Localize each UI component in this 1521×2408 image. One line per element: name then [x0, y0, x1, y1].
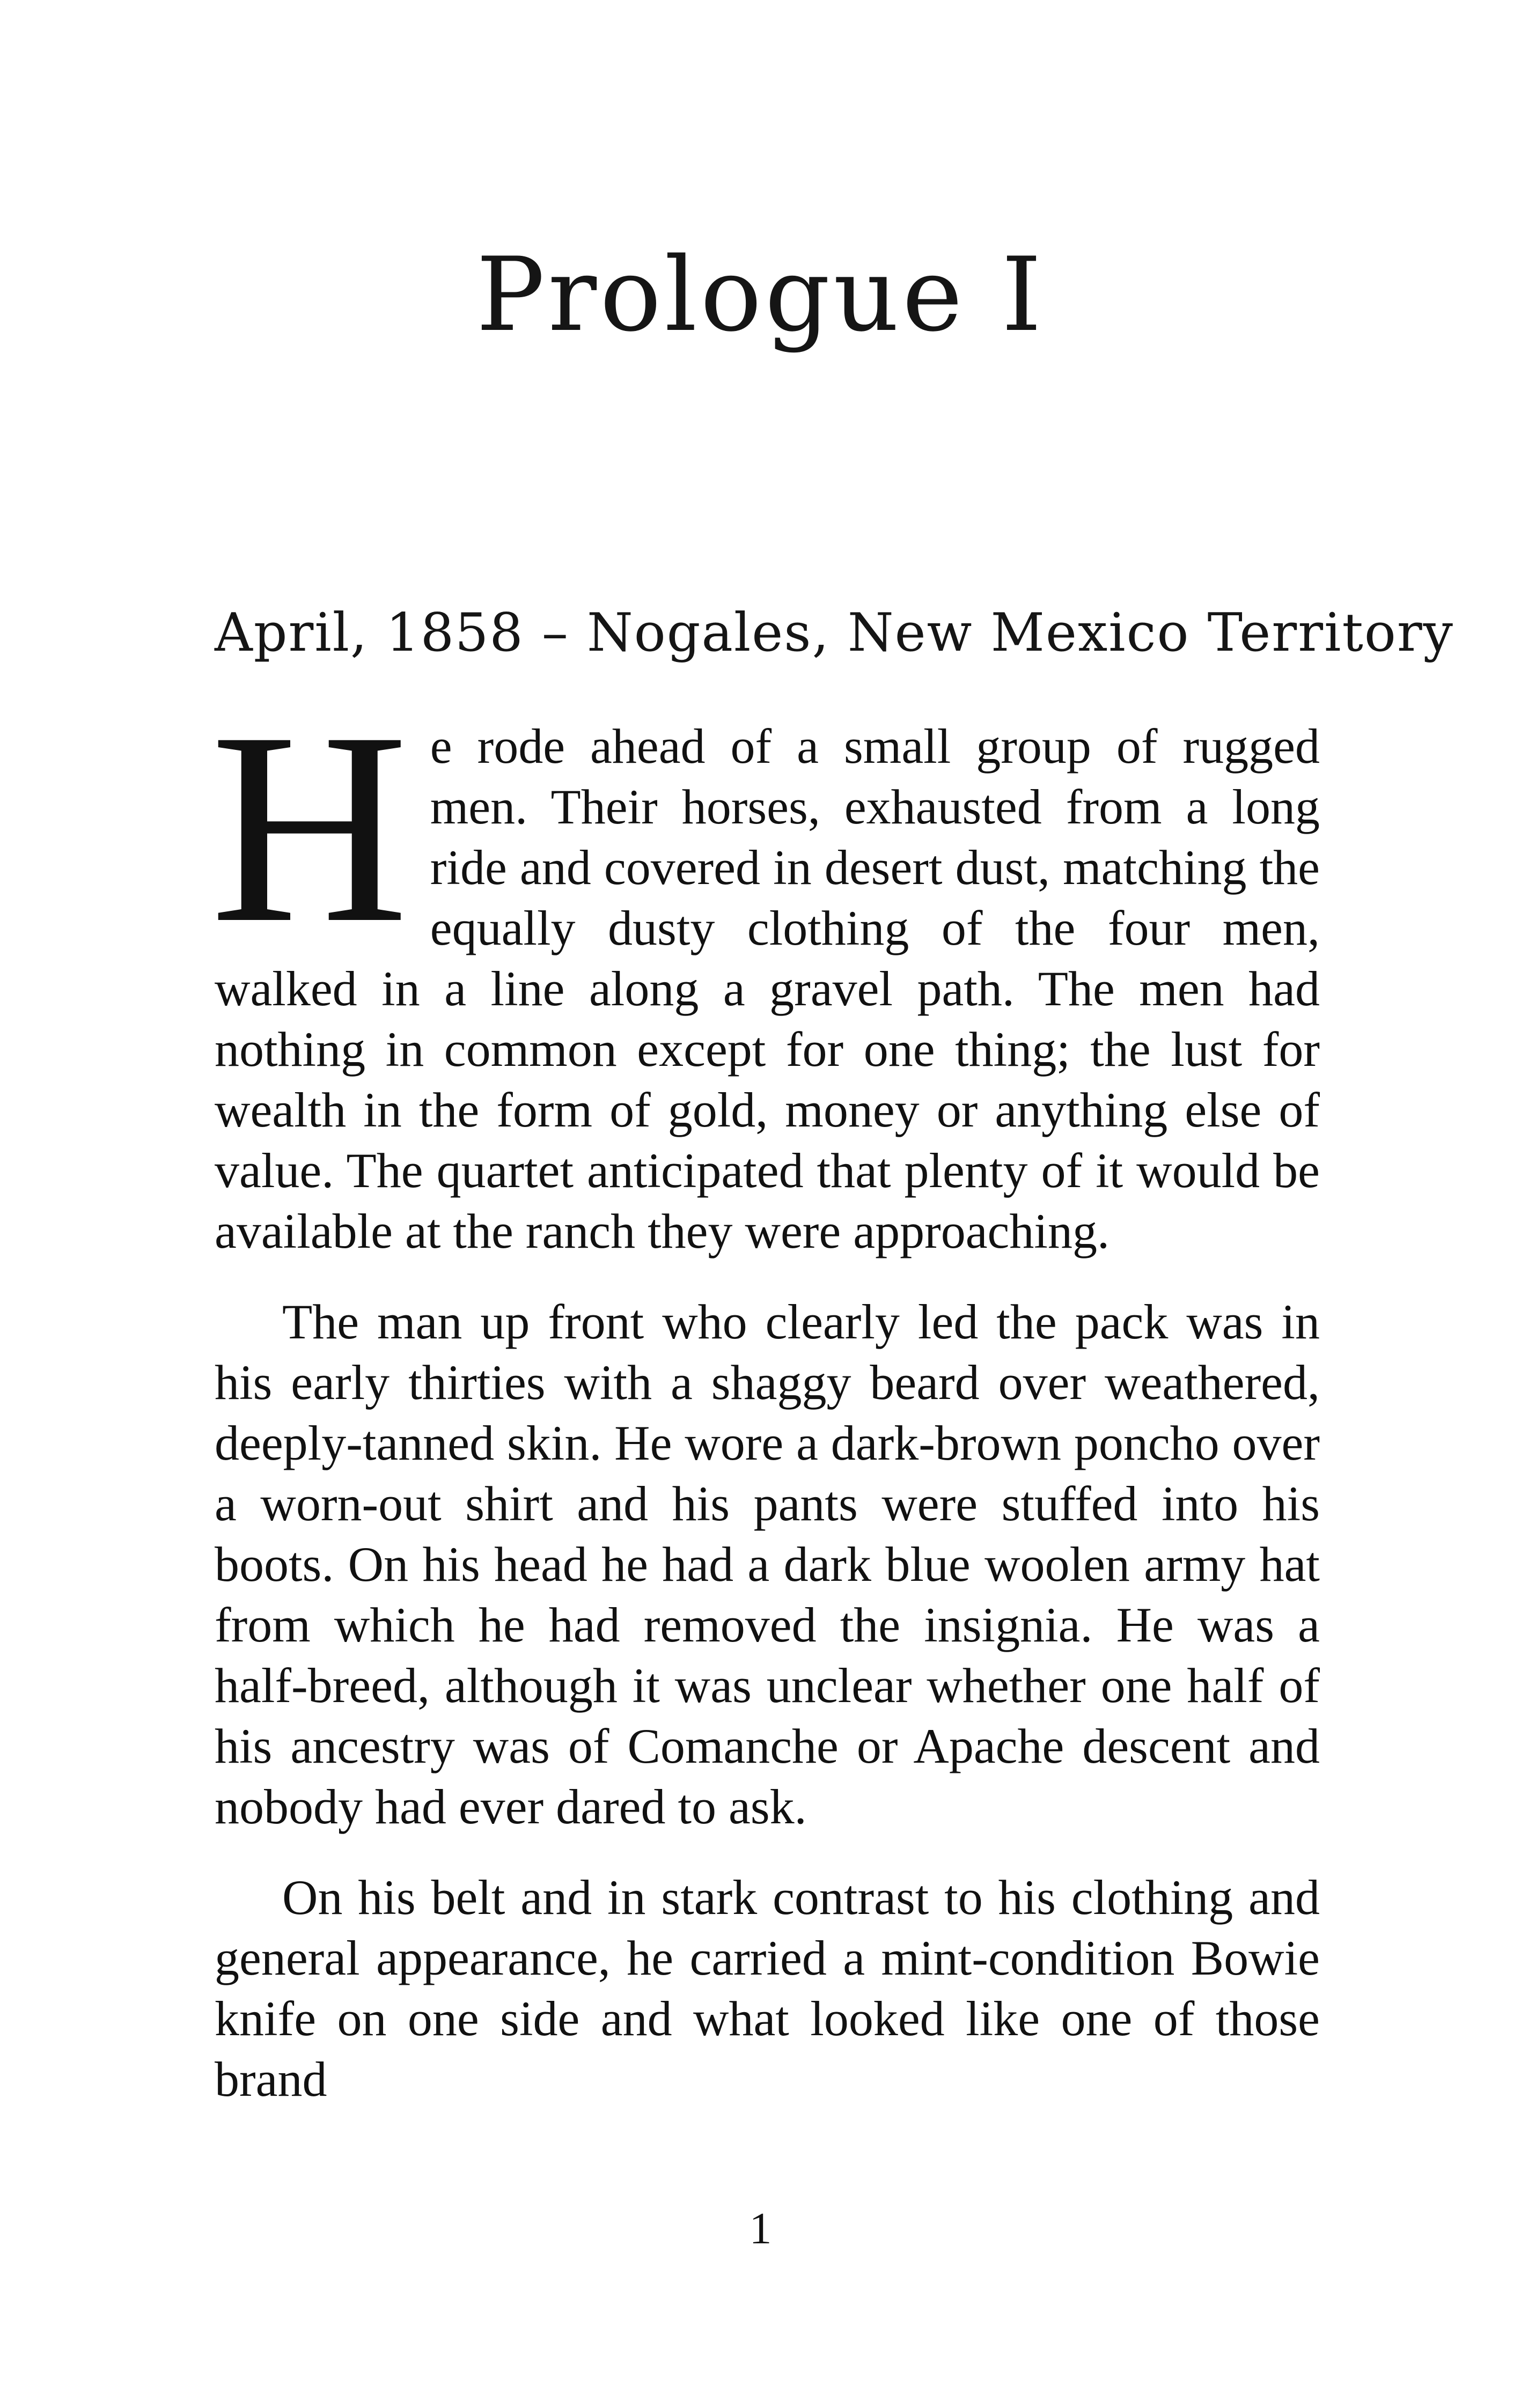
paragraph-3: On his belt and in stark contrast to his clothing and general appearance, he carried a mint-condition Bowie knife on one side and what looked like one of those brand	[215, 1870, 1320, 2107]
paragraph-2: The man up front who clearly led the pack was in his early thirties with a shaggy beard over weathered, deeply-tanned skin. He wore a dark-brown poncho over a worn-out shirt and his pants were stuffed into his boots. On his head he had a dark blue woolen army hat from which he had removed the insignia. He was a half-breed, although it was unclear whether one half of his ancestry was of Comanche or Apache descent and nobody had ever dared to ask.	[215, 1294, 1320, 1834]
paragraph-1-text: e rode ahead of a small group of rugged men. Their horses, exhausted from a long ride and covered in desert dust, matching the equally dusty clothing of the four men, walked in a line along a gravel path. The men had nothing in common except for one thing; the lust for wealth in the form of gold, money or anything else of value. The quartet anticipated that plenty of it would be available at the ranch they were approaching.	[215, 719, 1320, 1258]
page-number: 1	[749, 2204, 772, 2254]
chapter-title: Prologue I	[476, 235, 1045, 354]
chapter-dateline: April, 1858 – Nogales, New Mexico Territory	[215, 602, 1454, 664]
paragraph-1	[210, 675, 1320, 1262]
body-text	[210, 675, 1320, 2110]
drop-cap: H	[210, 675, 409, 980]
